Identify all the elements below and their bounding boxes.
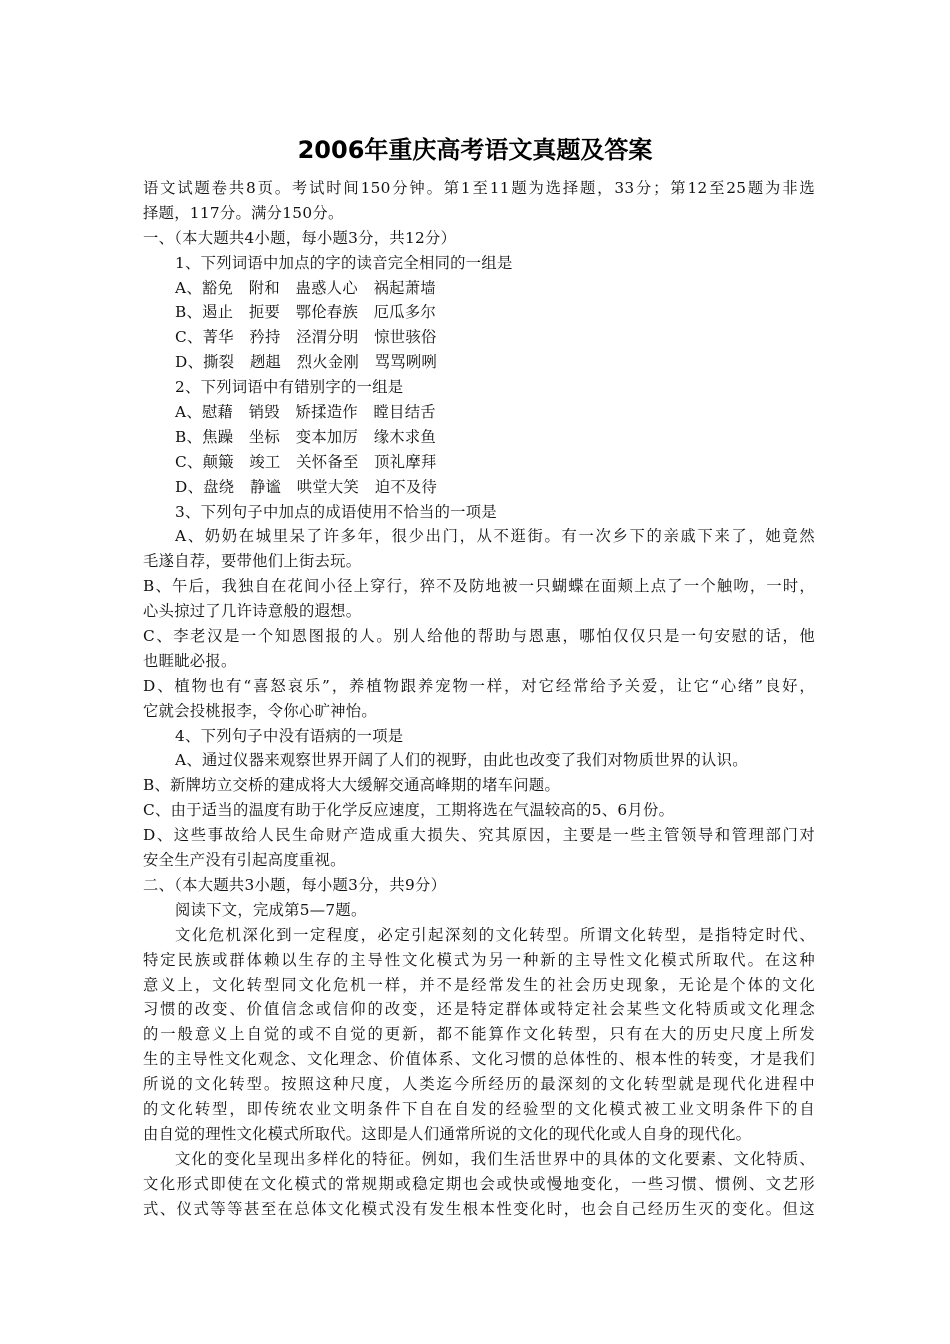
question-stem: 1、下列词语中加点的字的读音完全相同的一组是 (175, 253, 513, 272)
option-line: 心头掠过了几许诗意般的遐想。 (143, 602, 362, 621)
option-line: D、盘绕 静谧 哄堂大笑 迫不及待 (175, 477, 438, 496)
option-line: C、菁华 矜持 泾渭分明 惊世骇俗 (175, 328, 437, 347)
passage-line: 习惯的改变、价值信念或信仰的改变，还是特定群体或特定社会某些文化特质或文化理念 (143, 1000, 815, 1019)
option-line: 安全生产没有引起高度重视。 (143, 851, 346, 870)
passage-line: 文化形式即使在文化模式的常规期或稳定期也会或快或慢地变化，一些习惯、惯例、文艺形 (143, 1174, 815, 1193)
page-title: 2006年重庆高考语文真题及答案 (297, 136, 653, 164)
intro-line: 择题，117分。满分150分。 (143, 203, 344, 222)
question-stem: 2、下列词语中有错别字的一组是 (175, 378, 404, 397)
option-line: B、新牌坊立交桥的建成将大大缓解交通高峰期的堵车问题。 (143, 776, 561, 795)
passage-line: 文化的变化呈现出多样化的特征。例如，我们生活世界中的具体的文化要素、文化特质、 (175, 1149, 815, 1168)
question-stem: 3、下列句子中加点的成语使用不恰当的一项是 (175, 502, 497, 521)
passage-line: 意义上，文化转型同文化危机一样，并不是经常发生的社会历史现象，无论是个体的文化 (143, 975, 815, 994)
passage-line: 文化危机深化到一定程度，必定引起深刻的文化转型。所谓文化转型，是指特定时代、 (175, 925, 815, 944)
reading-instruction: 阅读下文，完成第5—7题。 (175, 900, 367, 919)
option-line: A、奶奶在城里呆了许多年，很少出门，从不逛街。有一次乡下的亲戚下来了，她竟然 (175, 527, 815, 546)
section-heading: 一、（本大题共4小题，每小题3分，共12分） (143, 228, 457, 247)
section-heading: 二、（本大题共3小题，每小题3分，共9分） (143, 875, 447, 894)
option-line: D、植物也有“喜怒哀乐”，养植物跟养宠物一样，对它经常给予关爱，让它“心绪”良好， (143, 676, 815, 695)
option-line: A、通过仪器来观察世界开阔了人们的视野，由此也改变了我们对物质世界的认识。 (175, 751, 748, 770)
option-line: D、撕裂 趔趄 烈火金刚 骂骂咧咧 (175, 353, 438, 372)
intro-line: 语文试题卷共8页。考试时间150分钟。第1至11题为选择题，33分；第12至25题为非选 (143, 179, 815, 197)
passage-line: 式、仪式等等甚至在总体文化模式没有发生根本性变化时，也会自己经历生灭的变化。但这 (143, 1199, 815, 1218)
option-line: B、焦躁 坐标 变本加厉 缘木求鱼 (175, 427, 437, 446)
document-body (143, 176, 815, 1221)
option-line: A、慰藉 销毁 矫揉造作 瞠目结舌 (175, 403, 436, 422)
passage-line: 的一般意义上自觉的或不自觉的更新，都不能算作文化转型，只有在大的历史尺度上所发 (143, 1025, 815, 1044)
option-line: 毛遂自荐，要带他们上街去玩。 (143, 552, 362, 571)
option-line: D、这些事故给人民生命财产造成重大损失、究其原因，主要是一些主管领导和管理部门对 (143, 826, 815, 845)
option-line: C、李老汉是一个知恩图报的人。别人给他的帮助与恩惠，哪怕仅仅只是一句安慰的话，他 (143, 627, 815, 646)
passage-line: 由自觉的理性文化模式所取代。这即是人们通常所说的文化的现代化或人自身的现代化。 (143, 1124, 752, 1143)
option-line: 也睚眦必报。 (143, 651, 237, 670)
passage-line: 所说的文化转型。按照这种尺度，人类迄今所经历的最深刻的文化转型就是现代化进程中 (143, 1075, 815, 1094)
passage-line: 生的主导性文化观念、文化理念、价值体系、文化习惯的总体性的、根本性的转变，才是我们 (143, 1050, 815, 1069)
option-line: B、遏止 扼要 鄂伦春族 厄瓜多尔 (175, 303, 437, 322)
question-stem: 4、下列句子中没有语病的一项是 (175, 726, 404, 745)
option-line: A、豁免 附和 蛊惑人心 祸起萧墙 (175, 278, 436, 297)
passage-line: 特定民族或群体赖以生存的主导性文化模式为另一种新的主导性文化模式所取代。在这种 (143, 950, 815, 969)
passage-line: 的文化转型，即传统农业文明条件下自在自发的经验型的文化模式被工业文明条件下的自 (143, 1099, 815, 1118)
option-line: C、颠簸 竣工 关怀备至 顶礼摩拜 (175, 452, 437, 471)
option-line: C、由于适当的温度有助于化学反应速度，工期将选在气温较高的5、6月份。 (143, 801, 675, 820)
option-line: 它就会投桃报李，令你心旷神怡。 (143, 701, 377, 720)
option-line: B、午后，我独自在花间小径上穿行，猝不及防地被一只蝴蝶在面颊上点了一个触吻，一时， (143, 577, 815, 596)
